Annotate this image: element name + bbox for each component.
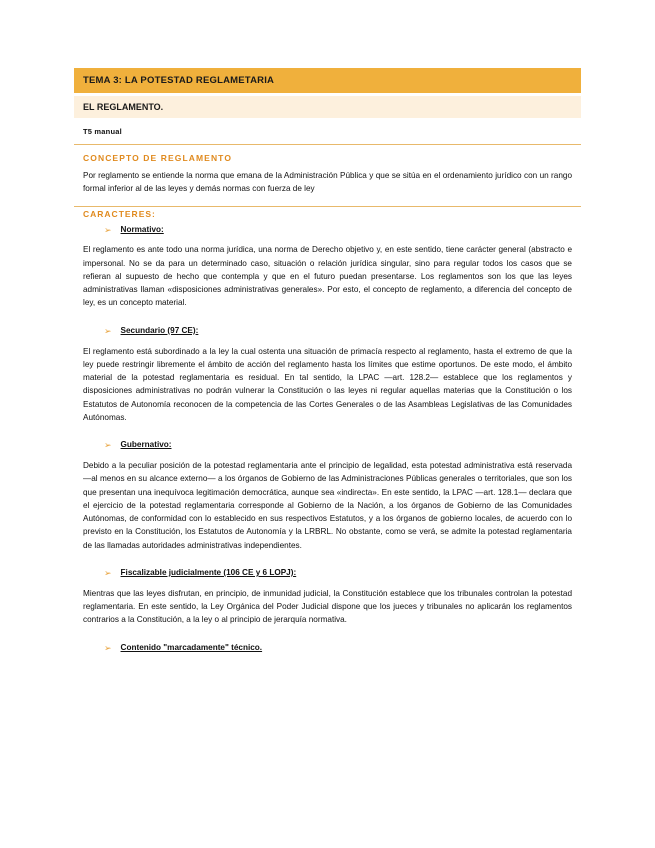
- arrow-bullet-icon: ➢: [104, 568, 112, 579]
- list-item-label: Fiscalizable judicialmente (106 CE y 6 LOPJ):: [120, 568, 297, 578]
- list-item-label: Normativo:: [120, 224, 164, 234]
- paragraph-normativo: El reglamento es ante todo una norma jurídica, una norma de Derecho objetivo y, en este sentido, tiene carácter general (abstracto e impersonal. No se da para un determinado caso, situación o relación jurídica singular, sino para regular todos los casos que se refieran al supuesto de hecho que contempla y que en el futuro puedan presentarse. Los reglamentos son los que las leyes administrativas llaman «disposiciones administrativas generales». Por esto, el concepto de reglamento, a diferencia del concepto de ley, es un concepto material.: [83, 245, 572, 308]
- arrow-bullet-icon: ➢: [104, 224, 112, 235]
- list-item: [74, 320, 581, 345]
- list-item: [74, 219, 581, 244]
- list-item-label: Secundario (97 CE):: [120, 325, 199, 335]
- list-item: [74, 562, 581, 587]
- list-item: [74, 434, 581, 459]
- arrow-bullet-icon: ➢: [104, 642, 112, 653]
- arrow-bullet-icon: ➢: [104, 325, 112, 336]
- manual-reference: T5 manual: [83, 127, 122, 136]
- paragraph-secundario: El reglamento está subordinado a la ley la cual ostenta una situación de primacía respecto al reglamento, hasta el extremo de que la ley puede restringir libremente el ámbito de acción del reglamento hasta los límites que estime oportunos. De este modo, el ámbito material de la potestad reglamentaria es residual. En tal sentido, la LPAC —art. 128.2— establece que los reglamentos y disposiciones administrativas no podrán vulnerar la Constitución o las leyes ni regular aquellas materias que la Constitución o los Estatutos de Autonomía reconocen de la competencia de las Cortes Generales o de las Asambleas Legislativas de las Comunidades Autónomas.: [83, 346, 572, 422]
- paragraph-gubernativo: Debido a la peculiar posición de la potestad reglamentaria ante el principio de legalidad, esta potestad administrativa está reservada —al menos en su alcance externo— a los órganos de Gobierno de las Administraciones Públicas generales o territoriales, que son los que presentan una inequívoca legitimación democrática, aunque sea «indirecta». En este sentido, la LPAC —art. 128.1— declara que el ejercicio de la potestad reglamentaria corresponde al Gobierno de la Nación, a los órganos de Gobierno de las Comunidades Autónomas, de conformidad con lo establecido en sus respectivos Estatutos, y a los órganos de gobierno locales, de acuerdo con lo previsto en la Constitución, los Estatutos de Autonomía y la LRBRL. No obstante, como se verá, se admite la potestad reglamentaria de las llamadas autoridades administrativas independientes.: [83, 461, 572, 550]
- document-subtitle: EL REGLAMENTO.: [74, 96, 581, 118]
- section-heading-concepto: CONCEPTO DE REGLAMENTO: [83, 153, 233, 163]
- list-item-label: Gubernativo:: [120, 440, 172, 450]
- arrow-bullet-icon: ➢: [104, 440, 112, 451]
- list-item-label: Contenido "marcadamente" técnico.: [120, 642, 263, 652]
- section-heading-caracteres: CARACTERES:: [83, 208, 156, 219]
- paragraph-fiscalizable: Mientras que las leyes disfrutan, en principio, de inmunidad judicial, la Constitución establece que los tribunales controlan la potestad reglamentaria. En este sentido, la Ley Orgánica del Poder Judicial dispone que los jueces y tribunales no aplicarán los reglamentos contrarios a la Constitución, a la ley o al principio de jerarquía normativa.: [83, 588, 572, 625]
- paragraph-concepto: Por reglamento se entiende la norma que emana de la Administración Pública y que se sitúa en el ordenamiento jurídico con un rango formal inferior al de las leyes y demás normas con fuerza de ley: [83, 171, 572, 194]
- document-title: TEMA 3: LA POTESTAD REGLAMETARIA: [74, 68, 581, 93]
- list-item: [74, 637, 581, 662]
